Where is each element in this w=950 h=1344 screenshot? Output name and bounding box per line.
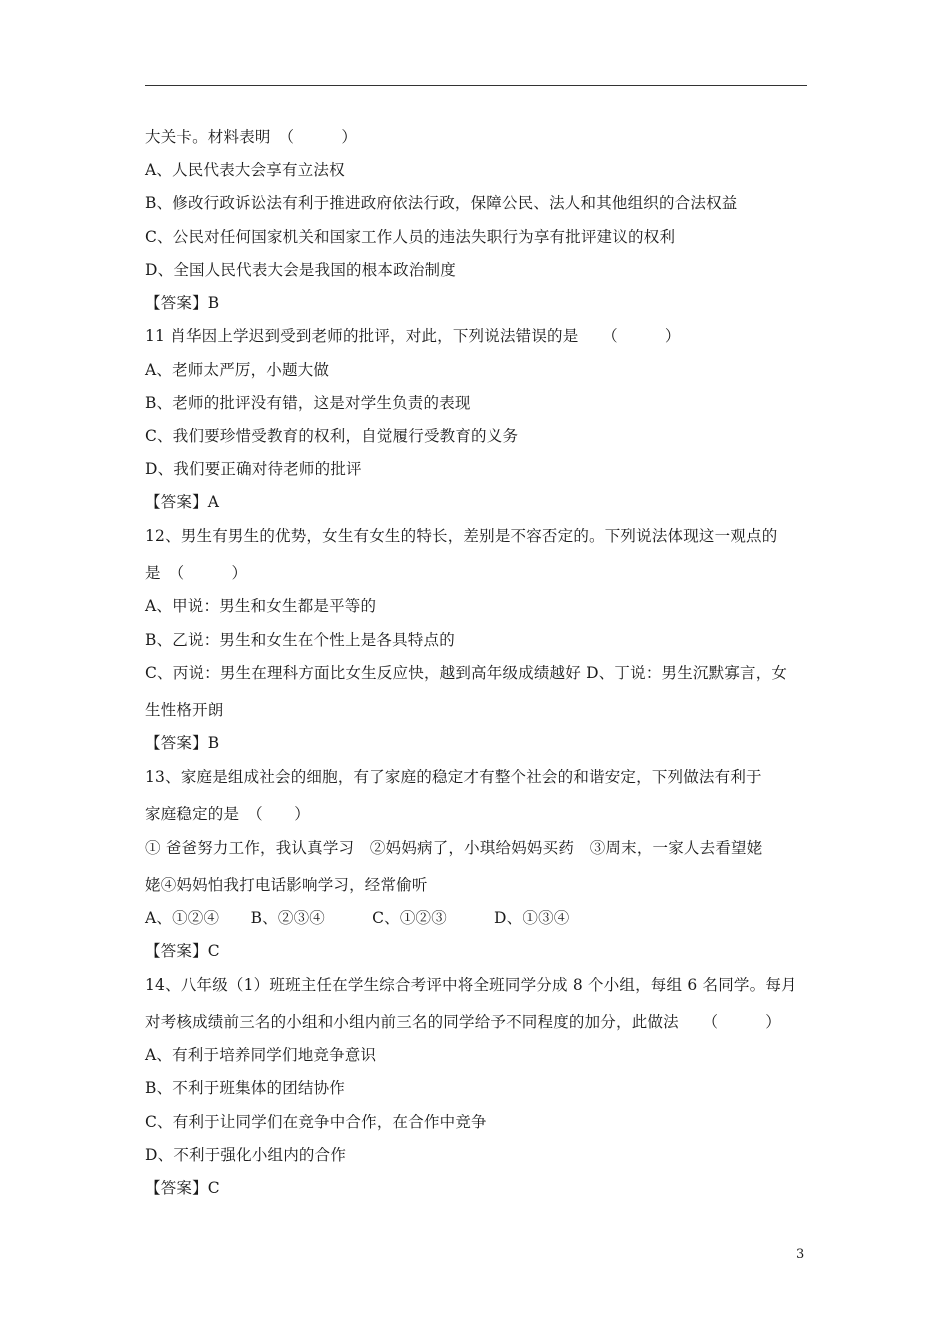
text-line: 姥④妈妈怕我打电话影响学习，经常偷听: [145, 876, 428, 894]
text-line: C、我们要珍惜受教育的权利，自觉履行受教育的义务: [145, 427, 519, 445]
text-line: 大关卡。材料表明 （ ）: [145, 128, 358, 146]
text-line: 【答案】B: [145, 734, 220, 752]
text-line: C、丙说：男生在理科方面比女生反应快，越到高年级成绩越好 D、丁说：男生沉默寡言，女: [145, 664, 788, 682]
text-line: 12、男生有男生的优势，女生有女生的特长，差别是不容否定的。下列说法体现这一观点的: [145, 527, 778, 545]
text-line: B、老师的批评没有错，这是对学生负责的表现: [145, 394, 471, 412]
text-line: A、有利于培养同学们地竞争意识: [145, 1046, 377, 1064]
text-line: 家庭稳定的是 （ ）: [145, 805, 310, 823]
header-rule: [145, 85, 807, 86]
text-line: 14、八年级（1）班班主任在学生综合考评中将全班同学分成 8 个小组，每组 6 名同学。每月: [145, 976, 797, 994]
text-line: 11 肖华因上学迟到受到老师的批评，对此，下列说法错误的是 （ ）: [145, 327, 681, 345]
text-line: D、全国人民代表大会是我国的根本政治制度: [145, 261, 456, 279]
text-line: 是 （ ）: [145, 564, 248, 582]
text-line: A、人民代表大会享有立法权: [145, 161, 345, 179]
text-line: D、不利于强化小组内的合作: [145, 1146, 347, 1164]
text-line: B、修改行政诉讼法有利于推进政府依法行政，保障公民、法人和其他组织的合法权益: [145, 194, 738, 212]
text-line: A、甲说：男生和女生都是平等的: [145, 597, 377, 615]
text-line: 13、家庭是组成社会的细胞，有了家庭的稳定才有整个社会的和谐安定，下列做法有利于: [145, 768, 762, 786]
page-number: 3: [796, 1247, 805, 1262]
text-line: C、有利于让同学们在竞争中合作，在合作中竞争: [145, 1113, 487, 1131]
text-line: 【答案】C: [145, 942, 220, 960]
text-line: A、①②④ B、②③④ C、①②③ D、①③④: [145, 909, 570, 927]
text-line: B、乙说：男生和女生在个性上是各具特点的: [145, 631, 455, 649]
text-line: 生性格开朗: [145, 701, 224, 719]
text-line: C、公民对任何国家机关和国家工作人员的违法失职行为享有批评建议的权利: [145, 228, 676, 246]
text-line: A、老师太严厉，小题大做: [145, 361, 330, 379]
text-line: D、我们要正确对待老师的批评: [145, 460, 362, 478]
text-line: ① 爸爸努力工作，我认真学习 ②妈妈病了，小琪给妈妈买药 ③周末，一家人去看望姥: [145, 839, 763, 857]
text-line: 【答案】A: [145, 493, 220, 511]
text-line: 【答案】B: [145, 294, 220, 312]
text-line: 对考核成绩前三名的小组和小组内前三名的同学给予不同程度的加分，此做法 （ ）: [145, 1013, 781, 1031]
text-line: B、不利于班集体的团结协作: [145, 1079, 345, 1097]
text-line: 【答案】C: [145, 1179, 220, 1197]
